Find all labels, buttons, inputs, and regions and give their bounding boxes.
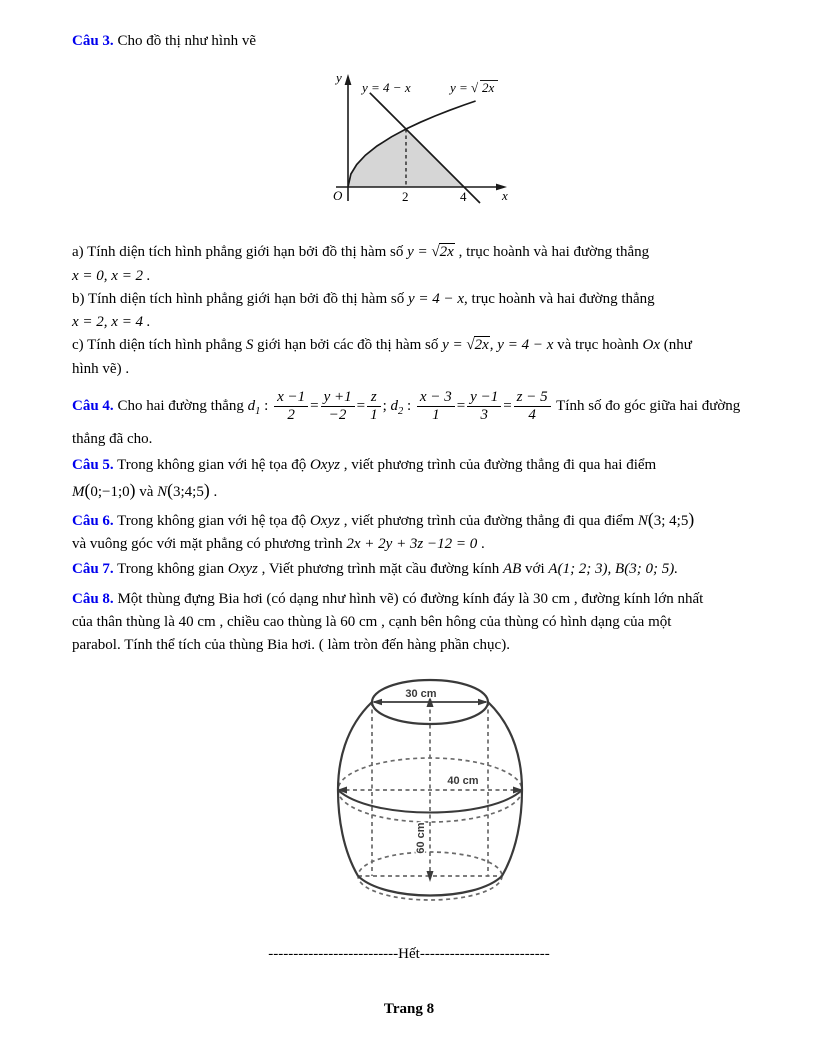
- tick-4: 4: [460, 189, 467, 205]
- oxyz-symbol: Oxyz: [227, 560, 258, 577]
- fraction-1: $\frac{x -1}{2}$: [274, 389, 308, 425]
- question-5-line2: [72, 477, 746, 504]
- question-8-text-1: Một thùng đựng Bia hơi (có dạng như hình vẽ) có đường kính đáy là 30 cm , đường kính lớn nhất: [113, 590, 704, 607]
- question-6: [72, 506, 746, 557]
- equals-4: =: [503, 397, 512, 414]
- part-b-text: b) Tính diện tích hình phẳng giới hạn bởi đồ thị hàm số: [72, 290, 408, 307]
- part-c-text-mid: giới hạn bởi các đồ thị hàm số: [253, 337, 443, 354]
- tick-2: 2: [402, 189, 409, 205]
- top-diameter-arrow-right: [478, 698, 488, 704]
- period: .: [477, 536, 485, 553]
- equals-1: =: [310, 397, 319, 414]
- question-3-heading: [72, 30, 746, 53]
- y-axis-arrow: [345, 74, 352, 85]
- part-c-text: c) Tính diện tích hình phẳng: [72, 337, 246, 354]
- page-number: Trang 8: [383, 1000, 435, 1017]
- point-n: N: [157, 483, 168, 500]
- question-8-label: Câu 8.: [72, 590, 114, 607]
- question-4-text-post: Tính số đo góc giữa hai đường: [552, 397, 741, 414]
- barrel-figure: [335, 670, 545, 920]
- question-4-line1: [72, 383, 746, 429]
- d2-symbol: $d_2$: [390, 397, 404, 417]
- curve-equation-label-pre: y = √: [450, 80, 479, 96]
- line-equation-label: y = 4 − x: [362, 80, 411, 96]
- part-a-math-radicand: 2x: [439, 244, 454, 261]
- part-c-ox: Ox: [642, 337, 660, 354]
- question-6-label: Câu 6.: [72, 513, 114, 529]
- part-c-math-line: , y = 4 − x: [489, 337, 554, 354]
- part-a-text: a) Tính diện tích hình phẳng giới hạn bởi đồ thị hàm số: [72, 244, 408, 261]
- x-axis-label: x: [502, 188, 508, 204]
- question-5-text: Trong không gian với hệ tọa độ: [113, 456, 310, 473]
- and-text: và: [135, 483, 158, 500]
- equals-3: =: [456, 397, 466, 414]
- ab-symbol: AB: [502, 560, 522, 577]
- paren: (: [167, 479, 174, 500]
- question-5-line1: [72, 454, 746, 477]
- point-n: N: [637, 513, 648, 529]
- point-n-coords: 3; 4;5: [653, 513, 689, 529]
- fraction-6: $\frac{z - 5}{4}$: [514, 389, 551, 425]
- part-c-s: S: [245, 337, 254, 354]
- point-n-coords: 3;4;5: [173, 483, 204, 500]
- question-6-line2: [72, 533, 746, 556]
- curve-equation-label-arg: 2x: [482, 80, 495, 96]
- part-b-math: y = 4 − x: [407, 290, 465, 307]
- paren: (: [84, 479, 91, 500]
- question-8: [72, 588, 746, 658]
- d1-symbol: $d_1$: [247, 397, 261, 417]
- barrel-svg: [335, 670, 545, 920]
- question-5-text-post: , viết phương trình của đường thẳng đi qua hai điểm: [339, 456, 657, 473]
- part-c-line2: hình vẽ) .: [72, 360, 130, 377]
- part-c-text-post: và trục hoành: [553, 337, 643, 354]
- question-3-parts: [72, 241, 746, 381]
- fraction-4: $\frac{x - 3}{1}$: [417, 389, 455, 425]
- plane-equation: 2x + 2y + 3z −12 = 0: [346, 536, 478, 553]
- colon-1: :: [260, 397, 273, 414]
- question-5: [72, 454, 746, 505]
- question-3-label: Câu 3.: [72, 33, 114, 49]
- origin-label: O: [333, 188, 343, 204]
- y-axis-label: y: [336, 70, 342, 86]
- question-7-text-voi: với: [521, 560, 549, 577]
- points-a-b: A(1; 2; 3), B(3; 0; 5).: [548, 560, 678, 577]
- question-8-line1: [72, 588, 746, 611]
- part-b-line2: x = 2, x = 4 .: [72, 314, 151, 330]
- question-6-line1: [72, 506, 746, 533]
- part-b-line1: [72, 288, 746, 311]
- question-7-label: Câu 7.: [72, 560, 114, 577]
- paren: ): [203, 479, 210, 500]
- question-4-text: Cho hai đường thẳng: [113, 397, 248, 414]
- part-c-math-pre: y = √: [442, 337, 475, 354]
- question-7-line1: [72, 558, 746, 581]
- max-diameter-label: 40 cm: [447, 774, 479, 787]
- part-c-line1: [72, 334, 746, 357]
- equals-2: =: [356, 397, 366, 414]
- question-3-intro: Cho đồ thị như hình vẽ: [113, 33, 256, 49]
- graph-figure: [320, 69, 525, 217]
- graph-svg: [320, 69, 525, 217]
- question-4-line2: thẳng đã cho.: [72, 431, 153, 448]
- question-8-line3: parabol. Tính thể tích của thùng Bia hơi. ( làm tròn đến hàng phần chục).: [72, 637, 510, 654]
- separator: ;: [382, 397, 391, 414]
- fraction-3: $\frac{z}{1}$: [367, 389, 381, 425]
- part-a-line1: [72, 241, 746, 264]
- question-4: [72, 383, 746, 452]
- end-of-exam-line: --------------------------Hết--------------------------: [268, 945, 550, 962]
- colon-2: :: [403, 397, 415, 414]
- part-a-math-pre: y = √: [407, 244, 440, 261]
- point-m-coords: 0;−1;0: [90, 483, 130, 500]
- height-label: 60 cm: [415, 821, 427, 854]
- part-a-line2: x = 0, x = 2 .: [72, 267, 151, 284]
- question-8-line2: của thân thùng là 40 cm , chiều cao thùng là 60 cm , cạnh bên hông của thùng có hình dạng của một: [72, 614, 672, 630]
- question-7-text-mid: , Viết phương trình mặt cầu đường kính: [257, 560, 503, 577]
- part-c-math-radicand: 2x: [474, 337, 489, 354]
- top-diameter-arrow-left: [372, 698, 382, 704]
- question-7: [72, 558, 746, 581]
- part-c-text-end: (như: [660, 337, 692, 354]
- question-4-label: Câu 4.: [72, 397, 114, 414]
- part-a-text-post: , trục hoành và hai đường thẳng: [454, 244, 650, 261]
- question-5-label: Câu 5.: [72, 456, 114, 473]
- top-diameter-label: 30 cm: [405, 687, 437, 700]
- oxyz-symbol: Oxyz: [309, 513, 340, 529]
- period: .: [209, 483, 218, 500]
- question-6-line2-text: và vuông góc với mặt phẳng có phương trình: [72, 536, 347, 553]
- paren: ): [688, 509, 695, 529]
- question-7-text: Trong không gian: [113, 560, 228, 577]
- part-b-text-post: , trục hoành và hai đường thẳng: [464, 290, 655, 307]
- paren: ): [129, 479, 136, 500]
- paren: (: [647, 509, 654, 529]
- oxyz-symbol: Oxyz: [309, 456, 340, 473]
- fraction-2: $\frac{y +1}{-2}$: [321, 389, 355, 425]
- question-6-text: Trong không gian với hệ tọa độ: [113, 513, 310, 529]
- point-m: M: [72, 483, 85, 500]
- question-6-text-post: , viết phương trình của đường thẳng đi qua điểm: [339, 513, 638, 529]
- fraction-5: $\frac{y -1}{3}$: [467, 389, 501, 425]
